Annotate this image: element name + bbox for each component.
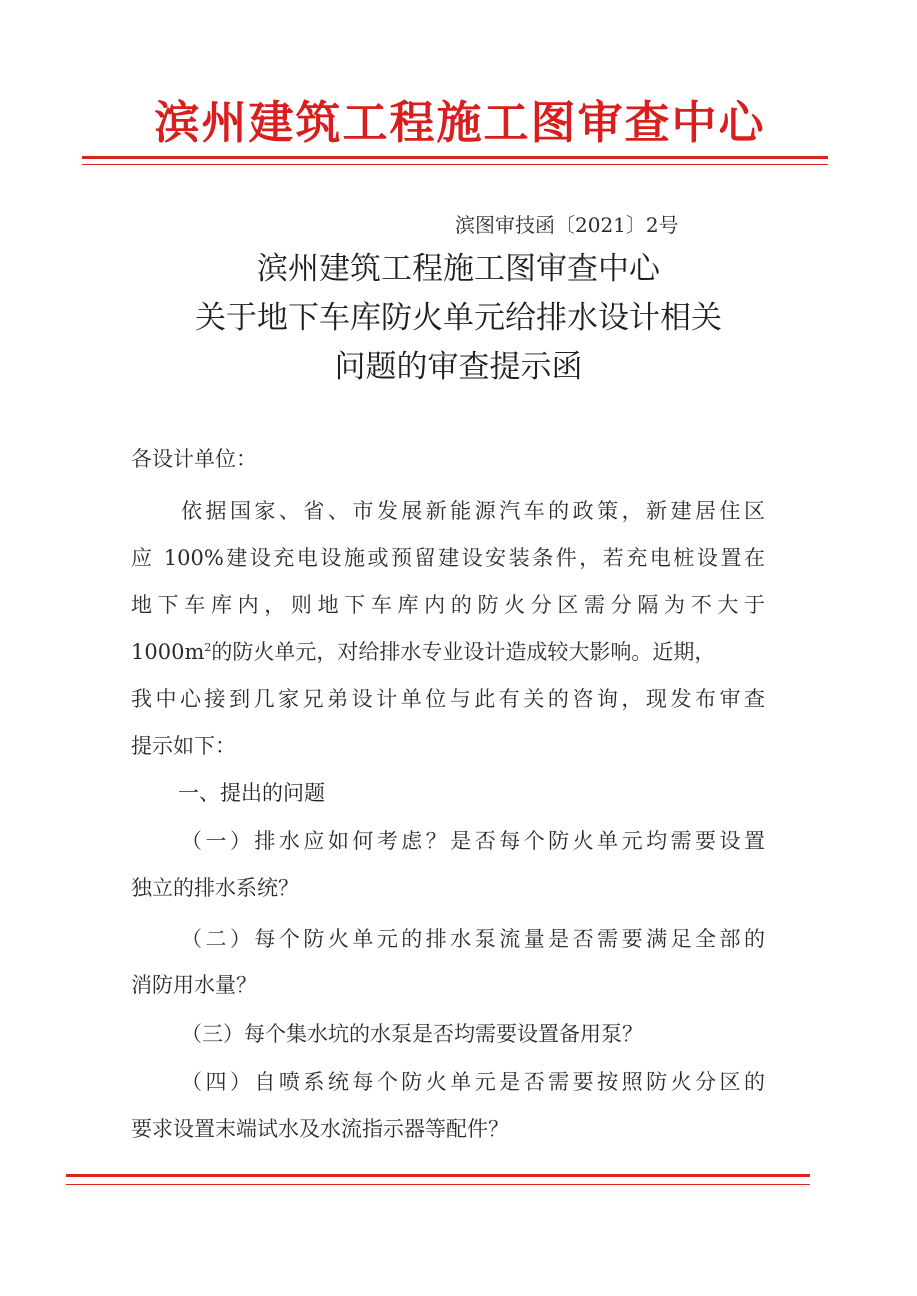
- paragraph1-line2: 应 100%建设充电设施或预留建设安装条件，若充电桩设置在: [131, 546, 765, 570]
- footer-rule-thin: [66, 1184, 810, 1185]
- question1-line2: 独立的排水系统？: [131, 876, 299, 900]
- paragraph1-line5: 我中心接到几家兄弟设计单位与此有关的咨询，现发布审查: [131, 687, 765, 711]
- area-value: 1000m: [131, 640, 205, 664]
- question1-line1: （一）排水应如何考虑？是否每个防火单元均需要设置: [181, 829, 765, 853]
- question4-line2: 要求设置末端试水及水流指示器等配件？: [131, 1117, 509, 1141]
- paragraph1-line6: 提示如下：: [131, 734, 236, 758]
- footer-rule-thick: [66, 1174, 810, 1177]
- section1-heading: 一、提出的问题: [178, 781, 325, 805]
- question2-line1: （二）每个防火单元的排水泵流量是否需要满足全部的: [181, 927, 765, 951]
- title-line-3: 问题的审查提示函: [334, 349, 583, 385]
- salutation: 各设计单位：: [131, 447, 257, 471]
- paragraph1-line4: [131, 637, 715, 667]
- letterhead-rule-thin: [82, 164, 828, 165]
- paragraph1-line3: 地下车库内，则地下车库内的防火分区需分隔为不大于: [131, 593, 765, 617]
- area-exponent: 2: [204, 641, 212, 654]
- question4-line1: （四）自喷系统每个防火单元是否需要按照防火分区的: [181, 1070, 765, 1094]
- document-number: 滨图审技函〔2021〕2号: [455, 213, 679, 237]
- paragraph1-line4-rest: 的防火单元，对给排水专业设计造成较大影响。近期，: [211, 640, 716, 664]
- paragraph1-line1: 依据国家、省、市发展新能源汽车的政策，新建居住区: [181, 499, 765, 523]
- question3-line1: （三）每个集水坑的水泵是否均需要设置备用泵？: [181, 1022, 643, 1046]
- title-line-2: 关于地下车库防火单元给排水设计相关: [195, 300, 722, 336]
- question2-line2: 消防用水量？: [131, 973, 257, 997]
- letterhead-rule-thick: [82, 156, 828, 159]
- title-line-1: 滨州建筑工程施工图审查中心: [257, 251, 660, 287]
- letterhead-org-name: 滨州建筑工程施工图审查中心: [154, 96, 766, 149]
